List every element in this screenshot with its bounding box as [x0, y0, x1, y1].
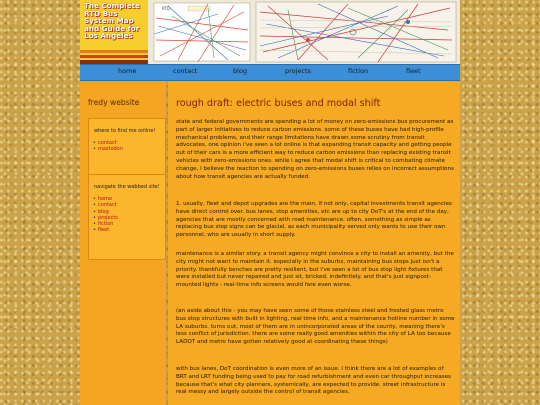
nav-fleet[interactable]: fleet — [406, 67, 421, 75]
nav-blog[interactable]: blog — [233, 67, 248, 75]
post-title: rough draft: electric buses and modal shift — [176, 98, 381, 109]
sidebar-link-contact[interactable]: contact — [97, 202, 117, 209]
bullet-icon: • — [93, 146, 96, 153]
post-paragraph: state and federal governments are spending a lot of money on zero-emissions bus procurement as part of larger initiatives to reduce carbon emissions. some of these buses have had high-profile mechanical problems, and their range limitations have drawn some scrutiny from transit advocates. one opinion i've seen a lot online is that expanding transit capacity and getting people out of their cars is a more efficient way to reduce carbon emissions than replacing existing transit vehicles with zero-emissions ones. while i agree that modal shift is critical to combating climate change, i believe the reaction to spending on zero-emissions buses relies on incorrect assumptions about how transit agencies are actually funded. — [176, 119, 454, 180]
site-title: fredy website — [88, 98, 140, 107]
bullet-icon: • — [93, 221, 96, 228]
top-nav — [80, 64, 460, 81]
post-paragraph: with bus lanes, DoT coordination is even more of an issue. i think there are a lot of examples of BRT and LRT funding being used to pay for road refurbishment and even car throughput increases because that's what city planners, systemically, are expected to provide. street infrastructure is real messy and largely outside the control of transit agencies. — [176, 366, 451, 396]
bullet-icon: • — [93, 227, 96, 234]
bullet-icon: • — [93, 208, 96, 215]
navigate-title: navigate the webbed site! — [94, 184, 160, 190]
link-contact[interactable]: contact — [97, 140, 117, 146]
bus-map-image — [148, 0, 460, 64]
navigate-list — [93, 196, 165, 234]
header-banner — [80, 0, 460, 64]
main-content — [168, 81, 460, 405]
sidebar-link-fleet[interactable]: fleet — [97, 227, 110, 234]
bullet-icon: • — [93, 196, 96, 202]
sidebar-link-fiction[interactable]: fiction — [97, 221, 114, 228]
sidebar-link-projects[interactable]: projects — [97, 214, 118, 221]
book-cover-stripes — [80, 46, 148, 64]
nav-projects[interactable]: projects — [285, 67, 311, 75]
book-cover-image — [80, 0, 148, 64]
sidebar — [80, 81, 166, 405]
online-links-title: where to find me online! — [94, 128, 156, 134]
sidebar-link-blog[interactable]: blog — [97, 208, 109, 215]
nav-contact[interactable]: contact — [173, 67, 198, 75]
list-item — [93, 227, 165, 233]
book-cover-title: The Complete RTD Bus System Map and Guide for Los Angeles — [84, 1, 140, 41]
svg-text:RTD: RTD — [162, 6, 171, 11]
online-links-box — [88, 118, 166, 180]
post-paragraph: 1. usually, fleet and depot upgrades are the main, if not only, capital investments transit agencies have direct control over. bus lanes, stop amenities, etc are up to city DoT's at the end of the day, agencies that are mostly concerned with road maintenance. often, something as simple as replacing bus stop signs can be glacial, as each municipality served only wants to use their own personnel, who are usually in short supply. — [176, 201, 452, 239]
bullet-icon: • — [93, 202, 96, 209]
post-paragraph: (an aside about this - you may have seen some of those stainless steel and frosted glass metro bus stop structures with built in lighting, real time info, and a maintenance hotline number in some LA suburbs. turns out, most of them are in unincorporated areas of the county, meaning there's less conflict of jurisdiction. there are some really good amenities within the city of LA too because LADOT and metro have gotten relatively good at coordinating these things) — [176, 308, 455, 346]
post-paragraph: maintenance is a similar story. a transit agency might convince a city to install an amenity, but the city might not want to maintain it. especially in the suburbs, maintaining bus stops just isn't a priority. thankfully benches are pretty resilient, but i've seen a lot of bus stop light fixtures that were installed but never repaired and just sit, bricked, indefinitely. and that's just signpost-mounted lights - real-time info screens would fare even worse. — [176, 251, 454, 289]
navigate-box — [88, 174, 166, 260]
link-mastodon[interactable]: mastodon — [97, 146, 123, 153]
bullet-icon: • — [93, 140, 96, 146]
sidebar-link-home[interactable]: home — [97, 196, 113, 202]
page — [80, 0, 460, 405]
list-item — [93, 146, 165, 152]
bullet-icon: • — [93, 214, 96, 221]
online-links-list — [93, 140, 165, 153]
nav-fiction[interactable]: fiction — [348, 67, 369, 75]
nav-home[interactable]: home — [118, 67, 137, 75]
